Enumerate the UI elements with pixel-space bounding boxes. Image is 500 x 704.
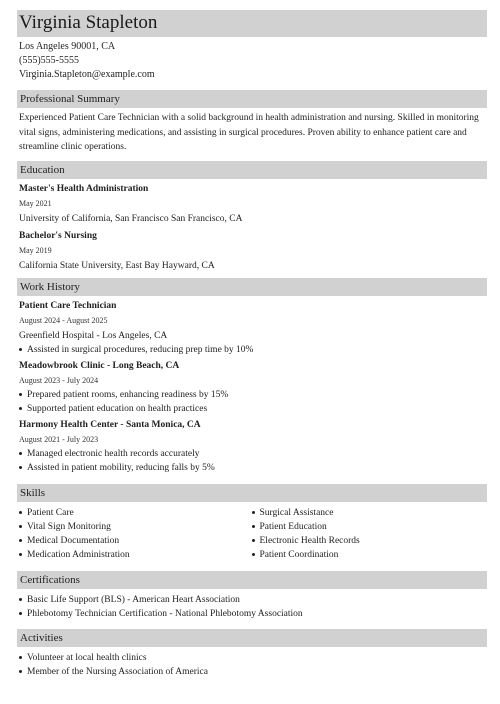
list-item [19,593,484,607]
skill: Patient Education [259,522,327,532]
bullet-text: Assisted in surgical procedures, reducing prep time by 10% [27,345,254,355]
contact-email: Virginia.Stapleton@example.com [19,69,155,80]
contact-info [19,40,155,82]
summary-section-header [17,90,487,108]
candidate-name: Virginia Stapleton [19,12,158,33]
list-item [252,520,485,534]
skill: Medication Administration [27,550,130,560]
list-item [19,534,252,548]
summary-text: Experienced Patient Care Technician with a solid background in health administration and nursing. Skilled in monitoring vital signs, administering medications, and assisting in surgical procedures. Proven ability to enhance patient care and streamline clinic operations. [19,113,479,152]
activities-bullets [19,651,484,679]
activities-section-header [17,629,487,647]
list-item [19,506,252,520]
graduation-date: May 2019 [19,246,52,255]
bullet-icon [19,612,22,615]
work-entry [19,359,484,416]
job-bullets [19,388,484,416]
education-list [19,182,484,273]
section-title: Skills [20,487,46,499]
section-title: Work History [20,281,80,293]
certifications-section-header [17,571,487,589]
activities-list [19,651,484,679]
list-item [19,461,484,475]
list-item [19,548,252,562]
bullet-icon [19,511,22,514]
skill: Patient Coordination [259,550,339,560]
job-dates: August 2024 - August 2025 [19,316,108,325]
list-item [19,607,484,621]
work-entry [19,299,484,357]
section-title: Education [20,164,65,176]
work-section-header [17,278,487,296]
bullet-icon [252,553,255,556]
activity: Member of the Nursing Association of America [27,667,208,677]
bullet-icon [19,553,22,556]
certifications-bullets [19,593,484,621]
education-entry [19,182,484,226]
section-title: Certifications [20,574,80,586]
skills-left-column [19,506,252,562]
contact-address: Los Angeles 90001, CA [19,41,116,52]
section-title: Activities [20,632,63,644]
skill: Surgical Assistance [259,508,334,518]
education-section-header [17,161,487,179]
school: California State University, East Bay Hayward, CA [19,261,215,271]
job-title: Patient Care Technician [19,301,117,311]
list-item [252,534,485,548]
job-bullets [19,447,484,475]
list-item [19,388,484,402]
bullet-text: Supported patient education on health practices [27,404,208,414]
certification: Phlebotomy Technician Certification - National Phlebotomy Association [27,609,303,619]
certification: Basic Life Support (BLS) - American Heart Association [27,595,240,605]
job-title: Harmony Health Center - Santa Monica, CA [19,420,201,430]
degree: Master's Health Administration [19,184,149,194]
bullet-icon [19,348,22,351]
skill: Vital Sign Monitoring [27,522,111,532]
skill: Medical Documentation [27,536,120,546]
list-item [19,447,484,461]
list-item [252,548,485,562]
bullet-icon [19,656,22,659]
bullet-text: Prepared patient rooms, enhancing readiness by 15% [27,390,229,400]
school: University of California, San Francisco San Francisco, CA [19,214,243,224]
list-item [19,402,484,416]
bullet-icon [19,525,22,528]
education-entry [19,229,484,273]
skill: Electronic Health Records [259,536,360,546]
list-item [19,651,484,665]
bullet-icon [19,393,22,396]
work-entry [19,418,484,475]
bullet-text: Assisted in patient mobility, reducing falls by 5% [27,463,215,473]
skills-right-column [252,506,485,562]
bullet-icon [19,539,22,542]
list-item [19,520,252,534]
list-item [19,665,484,679]
section-title: Professional Summary [20,93,120,105]
bullet-icon [19,598,22,601]
job-bullets [19,343,484,357]
bullet-icon [19,670,22,673]
bullet-icon [252,525,255,528]
bullet-icon [19,466,22,469]
degree: Bachelor's Nursing [19,231,97,241]
job-title: Meadowbrook Clinic - Long Beach, CA [19,361,180,371]
skills-grid [19,506,484,562]
activity: Volunteer at local health clinics [27,653,147,663]
bullet-icon [252,511,255,514]
contact-phone: (555)555-5555 [19,55,79,66]
bullet-icon [19,452,22,455]
work-list [19,299,484,475]
certifications-list [19,593,484,621]
bullet-icon [252,539,255,542]
list-item [252,506,485,520]
graduation-date: May 2021 [19,199,52,208]
bullet-icon [19,407,22,410]
job-dates: August 2023 - July 2024 [19,376,99,385]
skills-section-header [17,484,487,502]
employer: Greenfield Hospital - Los Angeles, CA [19,331,168,341]
job-dates: August 2021 - July 2023 [19,435,99,444]
bullet-text: Managed electronic health records accurately [27,449,200,459]
list-item [19,343,484,357]
skill: Patient Care [27,508,74,518]
